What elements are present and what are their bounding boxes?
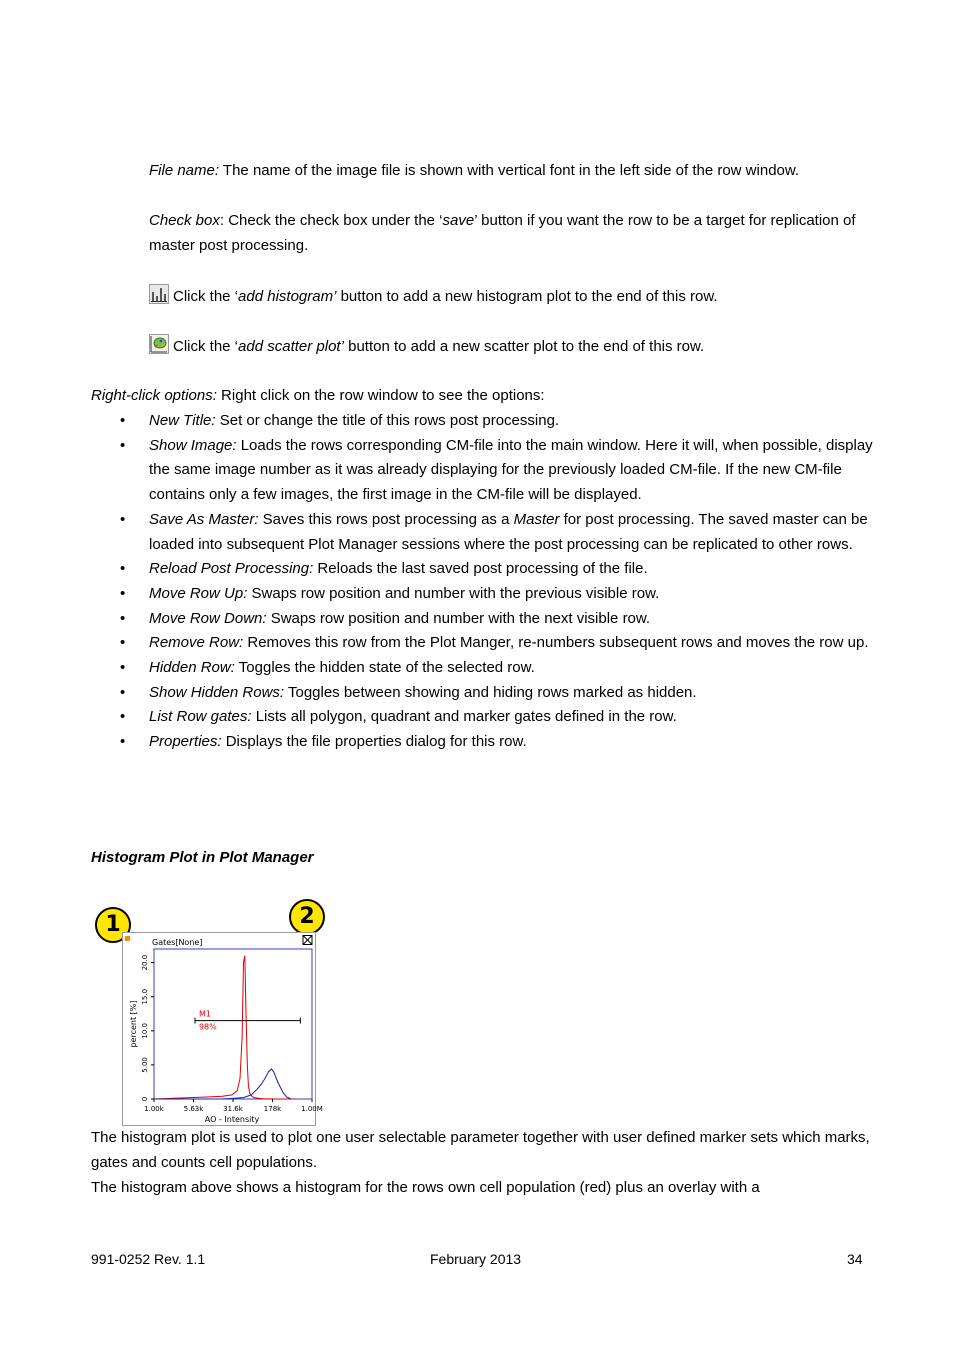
x-tick-label: 178k [263, 1105, 282, 1113]
option-term: Move Row Up: [149, 584, 248, 602]
file-name-text: The name of the image file is shown with vertical font in the left side of the row window. [219, 162, 800, 179]
footer-doc-id: 991-0252 Rev. 1.1 [91, 1251, 206, 1267]
option-text-2: for post processing. The saved master can be loaded into subsequent Plot Manager sessions where the post processing can be replicated to other rows. [149, 510, 868, 553]
histogram-description-2: The histogram above shows a histogram for the rows own cell population (red) plus an overlay with a [91, 1179, 760, 1196]
list-item [120, 508, 880, 557]
option-term: List Row gates: [149, 708, 252, 726]
add-histogram-text-2: button to add a new histogram plot to the end of this row. [336, 288, 718, 305]
histogram-icon [149, 284, 169, 304]
histogram-plot-figure [122, 932, 323, 1126]
bullet: • [120, 436, 126, 454]
list-item [120, 656, 880, 681]
bullet: • [120, 584, 126, 602]
callout-2: 2 [289, 899, 325, 935]
y-tick-label: 20.0 [141, 954, 149, 971]
list-item [120, 705, 880, 730]
scatter-plot-icon [149, 334, 169, 354]
right-click-text: Right click on the row window to see the options: [216, 387, 545, 404]
footer-page-number: 34 [847, 1251, 863, 1267]
option-term: Reload Post Processing: [149, 560, 314, 578]
list-item [120, 631, 880, 656]
check-box-text-2: ’ button if you want the row to be a target for replication of master post processing. [149, 212, 856, 254]
check-box-text-1: : Check the check box under the ‘ [219, 212, 443, 229]
option-term: Show Image: [149, 436, 237, 454]
y-tick-label: 5.00 [141, 1057, 149, 1073]
bullet: • [120, 412, 126, 429]
option-text: Set or change the title of this rows post processing. [215, 412, 560, 429]
option-term: Save As Master: [149, 510, 259, 528]
list-item [120, 681, 880, 706]
y-tick-label: 10.0 [141, 1023, 149, 1039]
bullet: • [120, 634, 126, 652]
right-click-options-list [120, 409, 880, 755]
y-axis-label: percent [%] [129, 1000, 138, 1048]
option-text: Saves this rows post processing as a [258, 510, 514, 528]
marker-name-label: M1 [198, 1009, 211, 1019]
save-term: save [442, 212, 475, 229]
gates-label: Gates[None] [152, 938, 203, 947]
option-term: Remove Row: [149, 634, 244, 652]
row-marker-icon [125, 936, 130, 941]
x-tick-label: 1.00k [144, 1105, 164, 1113]
option-text: Lists all polygon, quadrant and marker gates defined in the row. [251, 708, 677, 726]
option-term: New Title: [149, 412, 216, 429]
option-term: Hidden Row: [149, 659, 235, 677]
option-text: Reloads the last saved post processing of the file. [313, 560, 648, 578]
add-scatter-text-2: button to add a new scatter plot to the end of this row. [343, 338, 705, 355]
file-name-term: File name: [149, 162, 220, 179]
bullet: • [120, 708, 126, 726]
bullet: • [120, 683, 126, 701]
add-histogram-paragraph [149, 284, 869, 310]
close-box-icon[interactable] [303, 936, 312, 945]
option-term: Properties: [149, 733, 222, 751]
add-scatter-paragraph [149, 334, 869, 360]
list-item [120, 730, 880, 755]
list-item [120, 607, 880, 632]
option-text: Displays the file properties dialog for this row. [221, 733, 527, 751]
option-text: Toggles between showing and hiding rows marked as hidden. [284, 683, 697, 701]
add-scatter-text-1: Click the ‘ [173, 338, 239, 355]
option-text: Removes this row from the Plot Manger, re-numbers subsequent rows and moves the row up. [243, 634, 869, 652]
master-term: Master [513, 510, 560, 528]
list-item [120, 582, 880, 607]
section-heading: Histogram Plot in Plot Manager [91, 849, 314, 866]
option-text: Swaps row position and number with the next visible row. [266, 609, 651, 627]
check-box-term: Check box [149, 212, 220, 229]
right-click-intro [91, 384, 871, 409]
histogram-description-1: The histogram plot is used to plot one user selectable parameter together with user defined marker sets which marks, gates and counts cell populations. [91, 1129, 870, 1171]
add-scatter-term: add scatter plot’ [238, 338, 344, 355]
option-text: Loads the rows corresponding CM-file into the main window. Here it will, when possible, display the same image number as it was already displaying for the previously loaded CM-file. If the new CM-file contains only a few images, the first image in the CM-file will be displayed. [149, 436, 873, 504]
bullet: • [120, 733, 126, 751]
file-name-paragraph [149, 159, 869, 184]
bullet: • [120, 510, 126, 528]
x-tick-label: 5.63k [183, 1105, 204, 1113]
footer-date: February 2013 [430, 1251, 522, 1267]
add-histogram-text-1: Click the ‘ [173, 288, 239, 305]
add-histogram-term: add histogram’ [238, 288, 337, 305]
bullet: • [120, 609, 126, 627]
x-tick-label: 1.00M [301, 1105, 323, 1113]
bullet: • [120, 560, 126, 578]
right-click-term: Right-click options: [91, 387, 217, 404]
x-tick-label: 31.6k [223, 1105, 243, 1113]
list-item [120, 434, 880, 508]
option-text: Toggles the hidden state of the selected row. [234, 659, 535, 677]
x-axis-label: AO - Intensity [204, 1115, 260, 1124]
callout-1: 1 [95, 907, 131, 943]
check-box-paragraph [149, 209, 869, 258]
option-term: Show Hidden Rows: [149, 683, 285, 701]
list-item [120, 557, 880, 582]
option-term: Move Row Down: [149, 609, 267, 627]
option-text: Swaps row position and number with the previous visible row. [247, 584, 660, 602]
histogram-chart [122, 932, 323, 1126]
bullet: • [120, 659, 126, 677]
y-tick-label: 0 [141, 1096, 149, 1102]
y-tick-label: 15.0 [141, 988, 149, 1005]
marker-percent-label: 98% [198, 1022, 217, 1032]
list-item [120, 409, 880, 434]
